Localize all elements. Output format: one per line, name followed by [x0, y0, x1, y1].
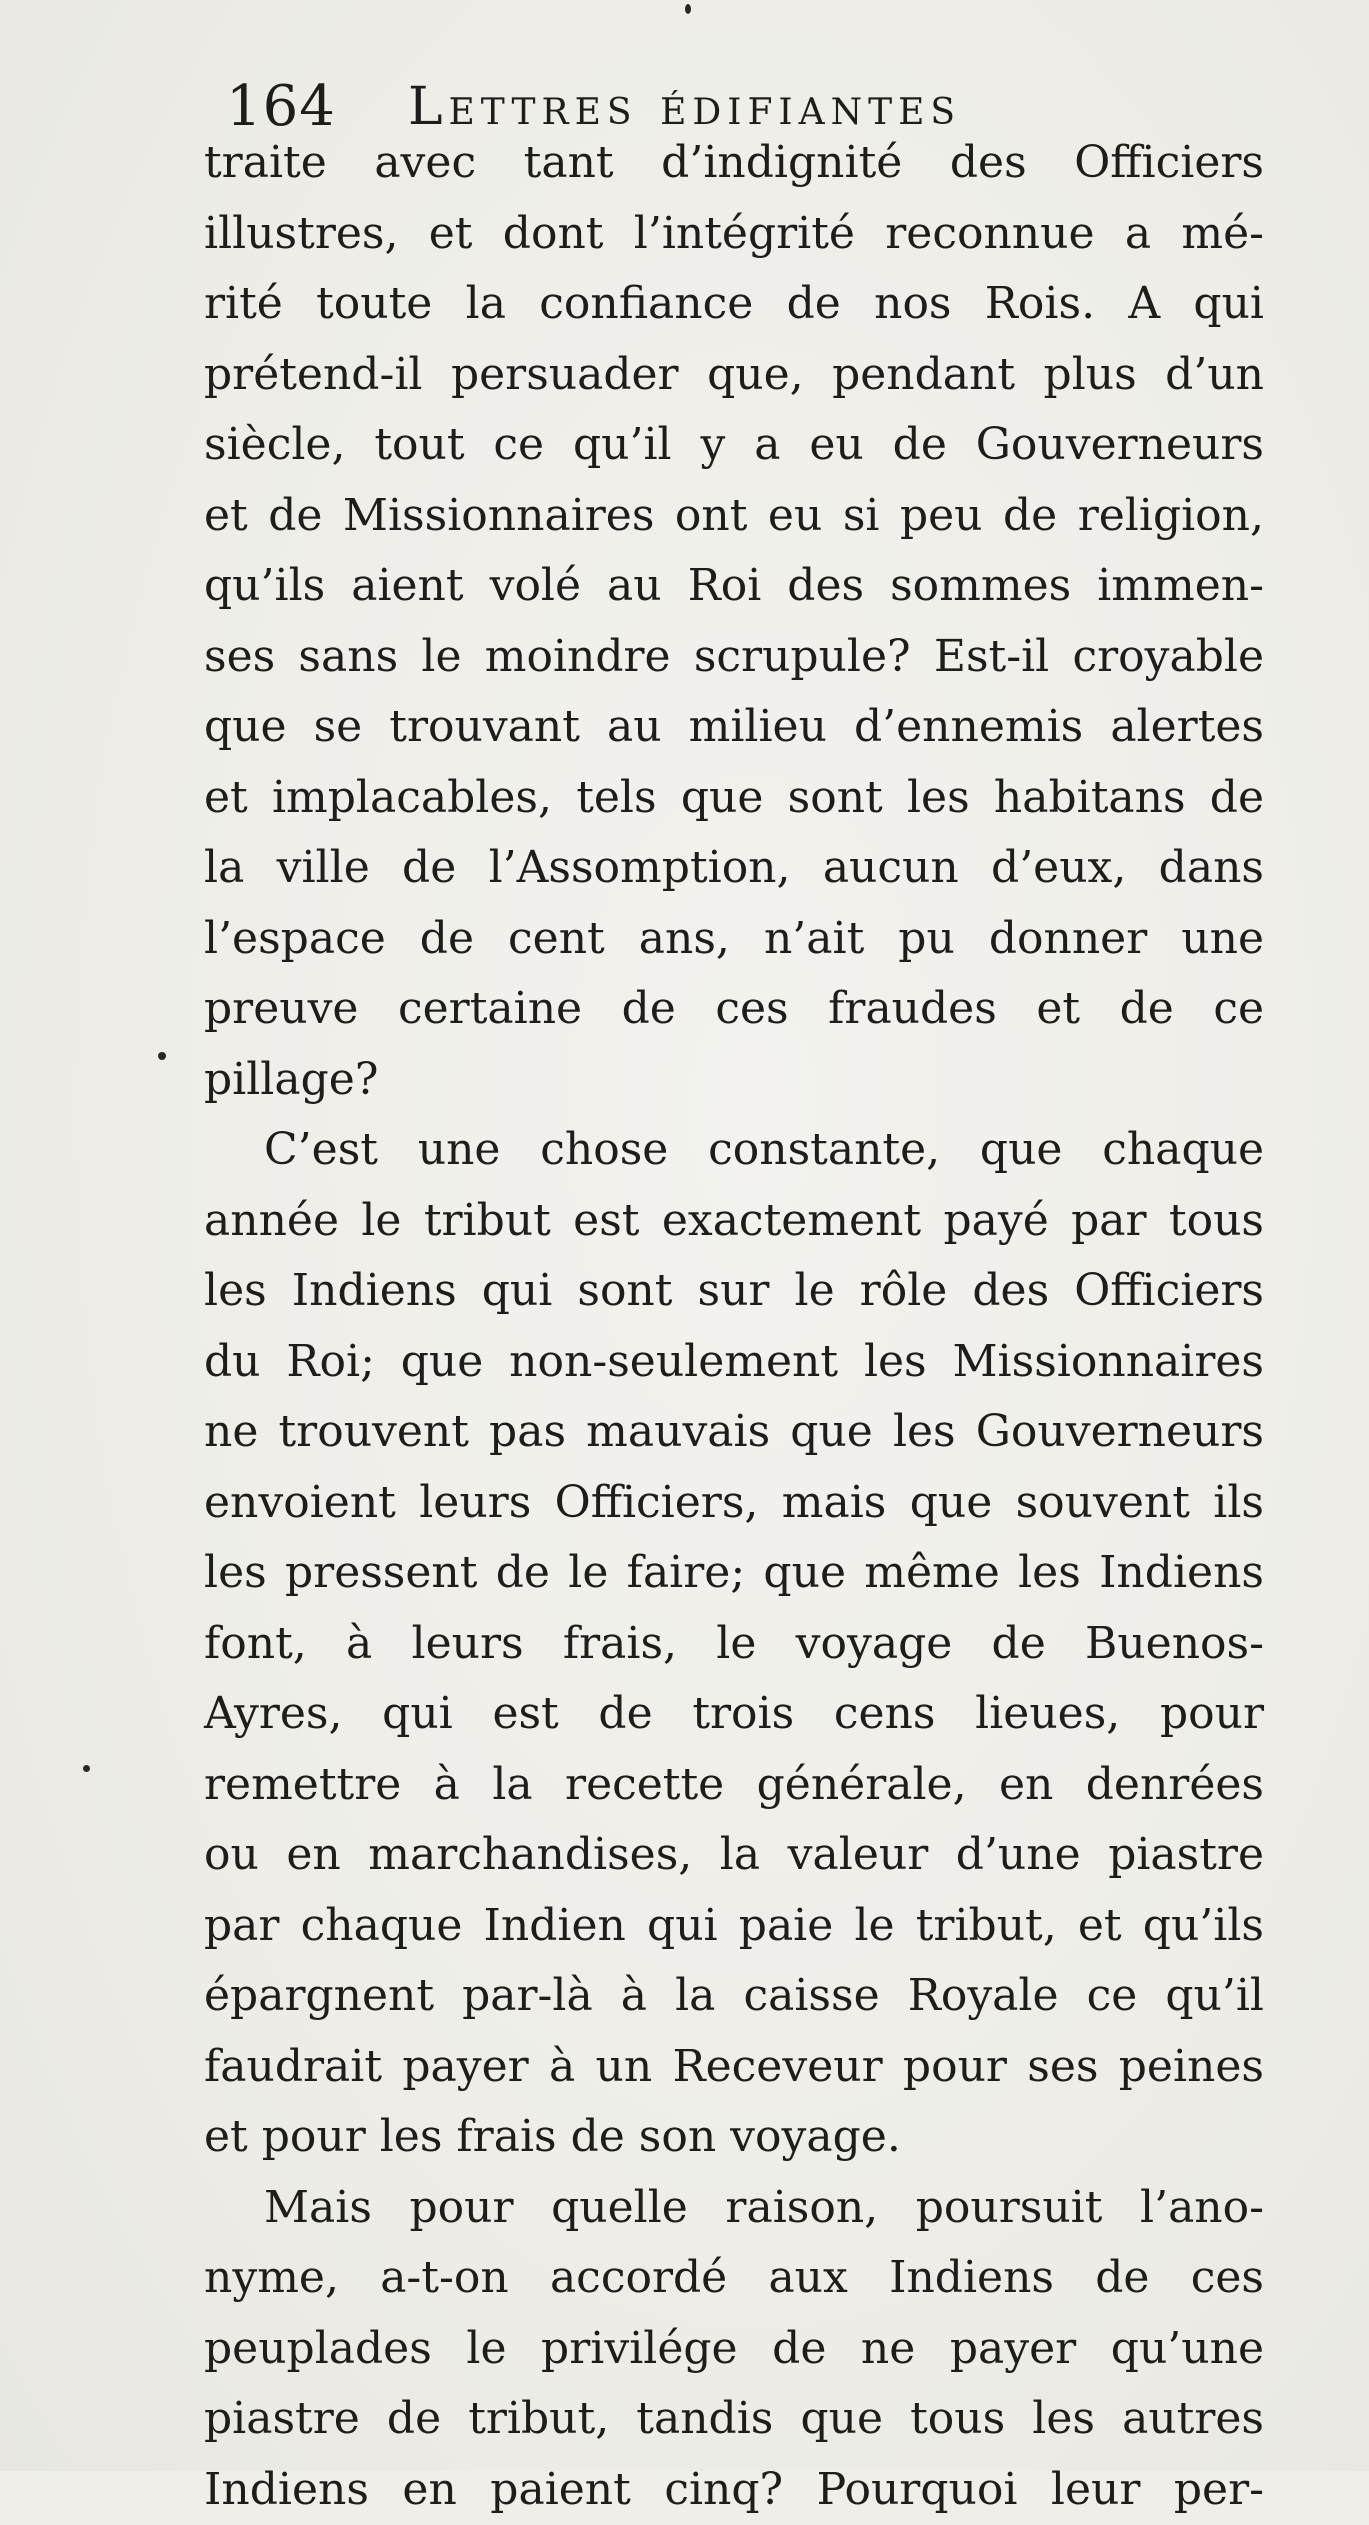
text-line: faudrait payer à un Receveur pour ses peines — [204, 2032, 1264, 2103]
paragraph-start-line: Mais pour quelle raison, poursuit l’ano- — [204, 2173, 1264, 2244]
text-line: la ville de l’Assomption, aucun d’eux, dans — [204, 833, 1264, 904]
text-line: et pour les frais de son voyage. — [204, 2102, 1264, 2173]
paragraph-start-line: C’est une chose constante, que chaque — [204, 1115, 1264, 1186]
text-line: Indiens en paient cinq? Pourquoi leur per- — [204, 2455, 1264, 2525]
text-line: remettre à la recette générale, en denrées — [204, 1750, 1264, 1821]
ink-speck — [685, 4, 691, 14]
running-head: Lettres édifiantes — [408, 72, 961, 142]
text-line: nyme, a-t-on accordé aux Indiens de ces — [204, 2243, 1264, 2314]
text-line: épargnent par-là à la caisse Royale ce qu’il — [204, 1961, 1264, 2032]
text-line: traite avec tant d’indignité des Officiers — [204, 128, 1264, 199]
text-line: par chaque Indien qui paie le tribut, et qu’ils — [204, 1891, 1264, 1962]
text-line: preuve certaine de ces fraudes et de ce — [204, 974, 1264, 1045]
text-line: l’espace de cent ans, n’ait pu donner une — [204, 904, 1264, 975]
page-number: 164 — [226, 72, 336, 142]
text-line: année le tribut est exactement payé par tous — [204, 1186, 1264, 1257]
text-line: et implacables, tels que sont les habitans de — [204, 763, 1264, 834]
text-line: envoient leurs Officiers, mais que souvent ils — [204, 1468, 1264, 1539]
text-line: peuplades le privilége de ne payer qu’une — [204, 2314, 1264, 2385]
text-line: font, à leurs frais, le voyage de Buenos- — [204, 1609, 1264, 1680]
text-line: rité toute la confiance de nos Rois. A qui — [204, 269, 1264, 340]
text-line: ou en marchandises, la valeur d’une piastre — [204, 1820, 1264, 1891]
text-line: du Roi; que non-seulement les Missionnaires — [204, 1327, 1264, 1398]
ink-speck — [83, 1765, 90, 1772]
text-line: les pressent de le faire; que même les Indiens — [204, 1538, 1264, 1609]
ink-speck — [158, 1052, 166, 1060]
text-line: que se trouvant au milieu d’ennemis alertes — [204, 692, 1264, 763]
text-line: Ayres, qui est de trois cens lieues, pour — [204, 1679, 1264, 1750]
text-line: les Indiens qui sont sur le rôle des Officiers — [204, 1256, 1264, 1327]
text-line: pillage? — [204, 1045, 1264, 1116]
text-line: qu’ils aient volé au Roi des sommes immen- — [204, 551, 1264, 622]
text-line: piastre de tribut, tandis que tous les autres — [204, 2384, 1264, 2455]
text-line: siècle, tout ce qu’il y a eu de Gouverneurs — [204, 410, 1264, 481]
text-line: ses sans le moindre scrupule? Est-il croyable — [204, 622, 1264, 693]
text-line: ne trouvent pas mauvais que les Gouverneurs — [204, 1397, 1264, 1468]
text-line: illustres, et dont l’intégrité reconnue a mé- — [204, 199, 1264, 270]
text-line: prétend-il persuader que, pendant plus d’un — [204, 340, 1264, 411]
text-line: et de Missionnaires ont eu si peu de religion, — [204, 481, 1264, 552]
body-text — [204, 128, 1264, 2525]
